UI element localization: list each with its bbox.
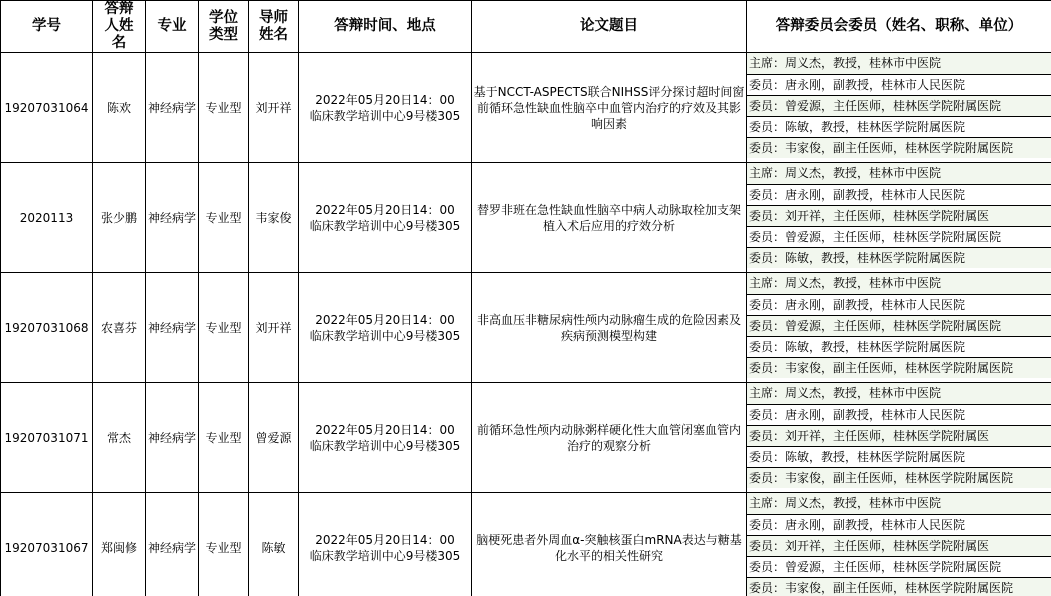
degree-type-cell[interactable]: 专业型 <box>199 273 249 383</box>
time-place-cell[interactable] <box>299 53 472 163</box>
committee-chair: 主席：周义杰，教授，桂林市中医院 <box>747 493 1051 514</box>
time-place-cell[interactable] <box>299 273 472 383</box>
header-degree-type[interactable]: 学位类型 <box>199 1 249 53</box>
major-cell[interactable]: 神经病学 <box>146 383 199 493</box>
committee-member: 委员：陈敏，教授，桂林医学院附属医院 <box>747 247 1051 268</box>
time-place-cell[interactable] <box>299 383 472 493</box>
defense-time: 2022年05月20日14：00 <box>315 532 455 547</box>
table-row <box>1 273 1051 383</box>
advisor-cell[interactable]: 曾爱源 <box>249 383 299 493</box>
advisor-cell[interactable]: 韦家俊 <box>249 163 299 273</box>
committee-member: 委员：刘开祥，主任医师，桂林医学院附属医 <box>747 425 1051 446</box>
committee-cell[interactable] <box>747 163 1051 273</box>
defense-time: 2022年05月20日14：00 <box>315 312 455 327</box>
committee-member: 委员：陈敏，教授，桂林医学院附属医院 <box>747 336 1051 357</box>
committee-member: 委员：唐永刚，副教授，桂林市人民医院 <box>747 514 1051 535</box>
defense-time: 2022年05月20日14：00 <box>315 202 455 217</box>
thesis-title-cell[interactable]: 基于NCCT-ASPECTS联合NIHSS评分探讨超时间窗前循环急性缺血性脑卒中血管内治疗的疗效及其影响因素 <box>472 53 747 163</box>
student-id-cell[interactable]: 19207031071 <box>1 383 93 493</box>
header-committee[interactable]: 答辩委员会委员（姓名、职称、单位） <box>747 1 1051 53</box>
major-cell[interactable]: 神经病学 <box>146 273 199 383</box>
advisor-cell[interactable]: 陈敏 <box>249 493 299 596</box>
degree-type-cell[interactable]: 专业型 <box>199 383 249 493</box>
table-row <box>1 493 1051 596</box>
committee-chair: 主席：周义杰，教授，桂林市中医院 <box>747 53 1051 74</box>
committee-cell[interactable] <box>747 53 1051 163</box>
committee-member: 委员：唐永刚，副教授，桂林市人民医院 <box>747 404 1051 425</box>
committee-member: 委员：唐永刚，副教授，桂林市人民医院 <box>747 184 1051 205</box>
student-id-cell[interactable]: 19207031064 <box>1 53 93 163</box>
committee-cell[interactable] <box>747 383 1051 493</box>
advisor-cell[interactable]: 刘开祥 <box>249 273 299 383</box>
committee-cell[interactable] <box>747 273 1051 383</box>
defense-place: 临床教学培训中心9号楼305 <box>309 328 461 343</box>
header-row <box>1 1 1051 53</box>
defense-place: 临床教学培训中心9号楼305 <box>309 108 461 123</box>
time-place-cell[interactable] <box>299 493 472 596</box>
defender-name-cell[interactable]: 张少鹏 <box>93 163 146 273</box>
committee-member: 委员：曾爱源，主任医师，桂林医学院附属医院 <box>747 95 1051 116</box>
defender-name-cell[interactable]: 常杰 <box>93 383 146 493</box>
committee-member: 委员：韦家俊，副主任医师，桂林医学院附属医院 <box>747 467 1051 488</box>
thesis-title-cell[interactable]: 替罗非班在急性缺血性脑卒中病人动脉取栓加支架植入术后应用的疗效分析 <box>472 163 747 273</box>
major-cell[interactable]: 神经病学 <box>146 53 199 163</box>
committee-member: 委员：韦家俊，副主任医师，桂林医学院附属医院 <box>747 137 1051 158</box>
committee-chair: 主席：周义杰，教授，桂林市中医院 <box>747 383 1051 404</box>
student-id-cell[interactable]: 19207031068 <box>1 273 93 383</box>
committee-member: 委员：刘开祥，主任医师，桂林医学院附属医 <box>747 535 1051 556</box>
committee-member: 委员：曾爱源，主任医师，桂林医学院附属医院 <box>747 556 1051 577</box>
time-place-cell[interactable] <box>299 163 472 273</box>
thesis-title-cell[interactable]: 前循环急性颅内动脉粥样硬化性大血管闭塞血管内治疗的观察分析 <box>472 383 747 493</box>
header-student-id[interactable]: 学号 <box>1 1 93 53</box>
defender-name-cell[interactable]: 农喜芬 <box>93 273 146 383</box>
committee-member: 委员：唐永刚，副教授，桂林市人民医院 <box>747 74 1051 95</box>
committee-member: 委员：韦家俊，副主任医师，桂林医学院附属医院 <box>747 577 1051 596</box>
table-row <box>1 383 1051 493</box>
table-body <box>1 53 1051 596</box>
degree-type-cell[interactable]: 专业型 <box>199 163 249 273</box>
defender-name-cell[interactable]: 郑闽修 <box>93 493 146 596</box>
committee-member: 委员：陈敏，教授，桂林医学院附属医院 <box>747 446 1051 467</box>
major-cell[interactable]: 神经病学 <box>146 163 199 273</box>
header-major[interactable]: 专业 <box>146 1 199 53</box>
committee-member: 委员：陈敏，教授，桂林医学院附属医院 <box>747 116 1051 137</box>
committee-chair: 主席：周义杰，教授，桂林市中医院 <box>747 273 1051 294</box>
committee-member: 委员：唐永刚，副教授，桂林市人民医院 <box>747 294 1051 315</box>
header-defender[interactable]: 答辩人姓名 <box>93 1 146 53</box>
header-time-place[interactable]: 答辩时间、地点 <box>299 1 472 53</box>
committee-member: 委员：韦家俊，副主任医师，桂林医学院附属医院 <box>747 357 1051 378</box>
defender-name-cell[interactable]: 陈欢 <box>93 53 146 163</box>
header-advisor[interactable]: 导师姓名 <box>249 1 299 53</box>
degree-type-cell[interactable]: 专业型 <box>199 493 249 596</box>
committee-member: 委员：曾爱源，主任医师，桂林医学院附属医院 <box>747 315 1051 336</box>
committee-chair: 主席：周义杰，教授，桂林市中医院 <box>747 163 1051 184</box>
table-row <box>1 53 1051 163</box>
student-id-cell[interactable]: 2020113 <box>1 163 93 273</box>
thesis-title-cell[interactable]: 脑梗死患者外周血α-突触核蛋白mRNA表达与糖基化水平的相关性研究 <box>472 493 747 596</box>
student-id-cell[interactable]: 19207031067 <box>1 493 93 596</box>
defense-place: 临床教学培训中心9号楼305 <box>309 218 461 233</box>
degree-type-cell[interactable]: 专业型 <box>199 53 249 163</box>
header-thesis-title[interactable]: 论文题目 <box>472 1 747 53</box>
committee-member: 委员：曾爱源，主任医师，桂林医学院附属医院 <box>747 226 1051 247</box>
defense-place: 临床教学培训中心9号楼305 <box>309 548 461 563</box>
defense-time: 2022年05月20日14：00 <box>315 422 455 437</box>
major-cell[interactable]: 神经病学 <box>146 493 199 596</box>
defense-time: 2022年05月20日14：00 <box>315 92 455 107</box>
defense-place: 临床教学培训中心9号楼305 <box>309 438 461 453</box>
advisor-cell[interactable]: 刘开祥 <box>249 53 299 163</box>
committee-cell[interactable] <box>747 493 1051 596</box>
table-row <box>1 163 1051 273</box>
thesis-title-cell[interactable]: 非高血压非糖尿病性颅内动脉瘤生成的危险因素及疾病预测模型构建 <box>472 273 747 383</box>
committee-member: 委员：刘开祥，主任医师，桂林医学院附属医 <box>747 205 1051 226</box>
